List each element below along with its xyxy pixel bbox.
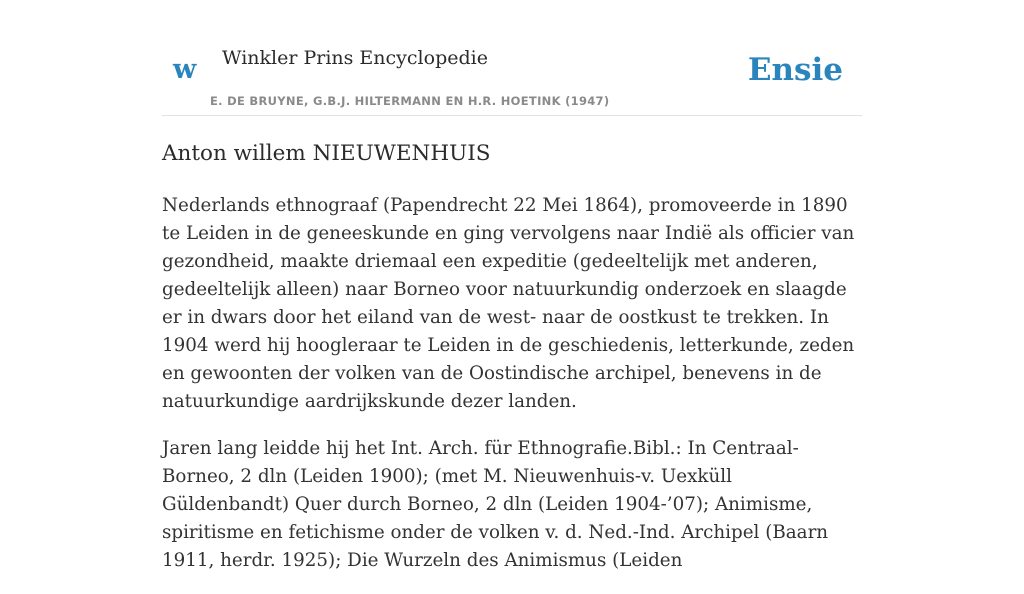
winkler-prins-logo-icon[interactable]: w: [173, 54, 197, 85]
article-paragraph-1: Nederlands ethnograaf (Papendrecht 22 Mei 1864), promoveerde in 1890 te Leiden in de geneeskunde en ging vervolgens naar Indië als officier van gezondheid, maakte driemaal een expeditie (gedeeltelijk met anderen, gedeeltelijk alleen) naar Borneo voor natuurkundig onderzoek en slaagde er in dwars door het eiland van de west- naar de oostkust te trekken. In 1904 werd hij hoogleraar te Leiden in de geschiedenis, letterkunde, zeden en gewoonten der volken van de Oostindische archipel, benevens in de natuurkundige aardrijkskunde dezer landen.: [162, 195, 855, 412]
article-paragraph-2: Jaren lang leidde hij het Int. Arch. für Ethnografie.Bibl.: In Centraal-Borneo, 2 dln (Leiden 1900); (met M. Nieuwenhuis-v. Uexküll Güldenbandt) Quer durch Borneo, 2 dln (Leiden 1904-’07); Animisme, spiritisme en fetichisme onder de volken v. d. Ned.-Ind. Archipel (Baarn 1911, herdr. 1925); Die Wurzeln des Animismus (Leiden: [162, 438, 829, 571]
article-body: [162, 192, 862, 594]
article-title: Anton willem NIEUWENHUIS: [162, 141, 491, 166]
site-title[interactable]: Winkler Prins Encyclopedie: [222, 47, 488, 69]
site-subtitle: E. DE BRUYNE, G.B.J. HILTERMANN EN H.R. HOETINK (1947): [210, 94, 610, 108]
page-container: [162, 0, 862, 571]
ensie-brand-link[interactable]: Ensie: [747, 52, 843, 88]
site-header: [162, 0, 862, 116]
